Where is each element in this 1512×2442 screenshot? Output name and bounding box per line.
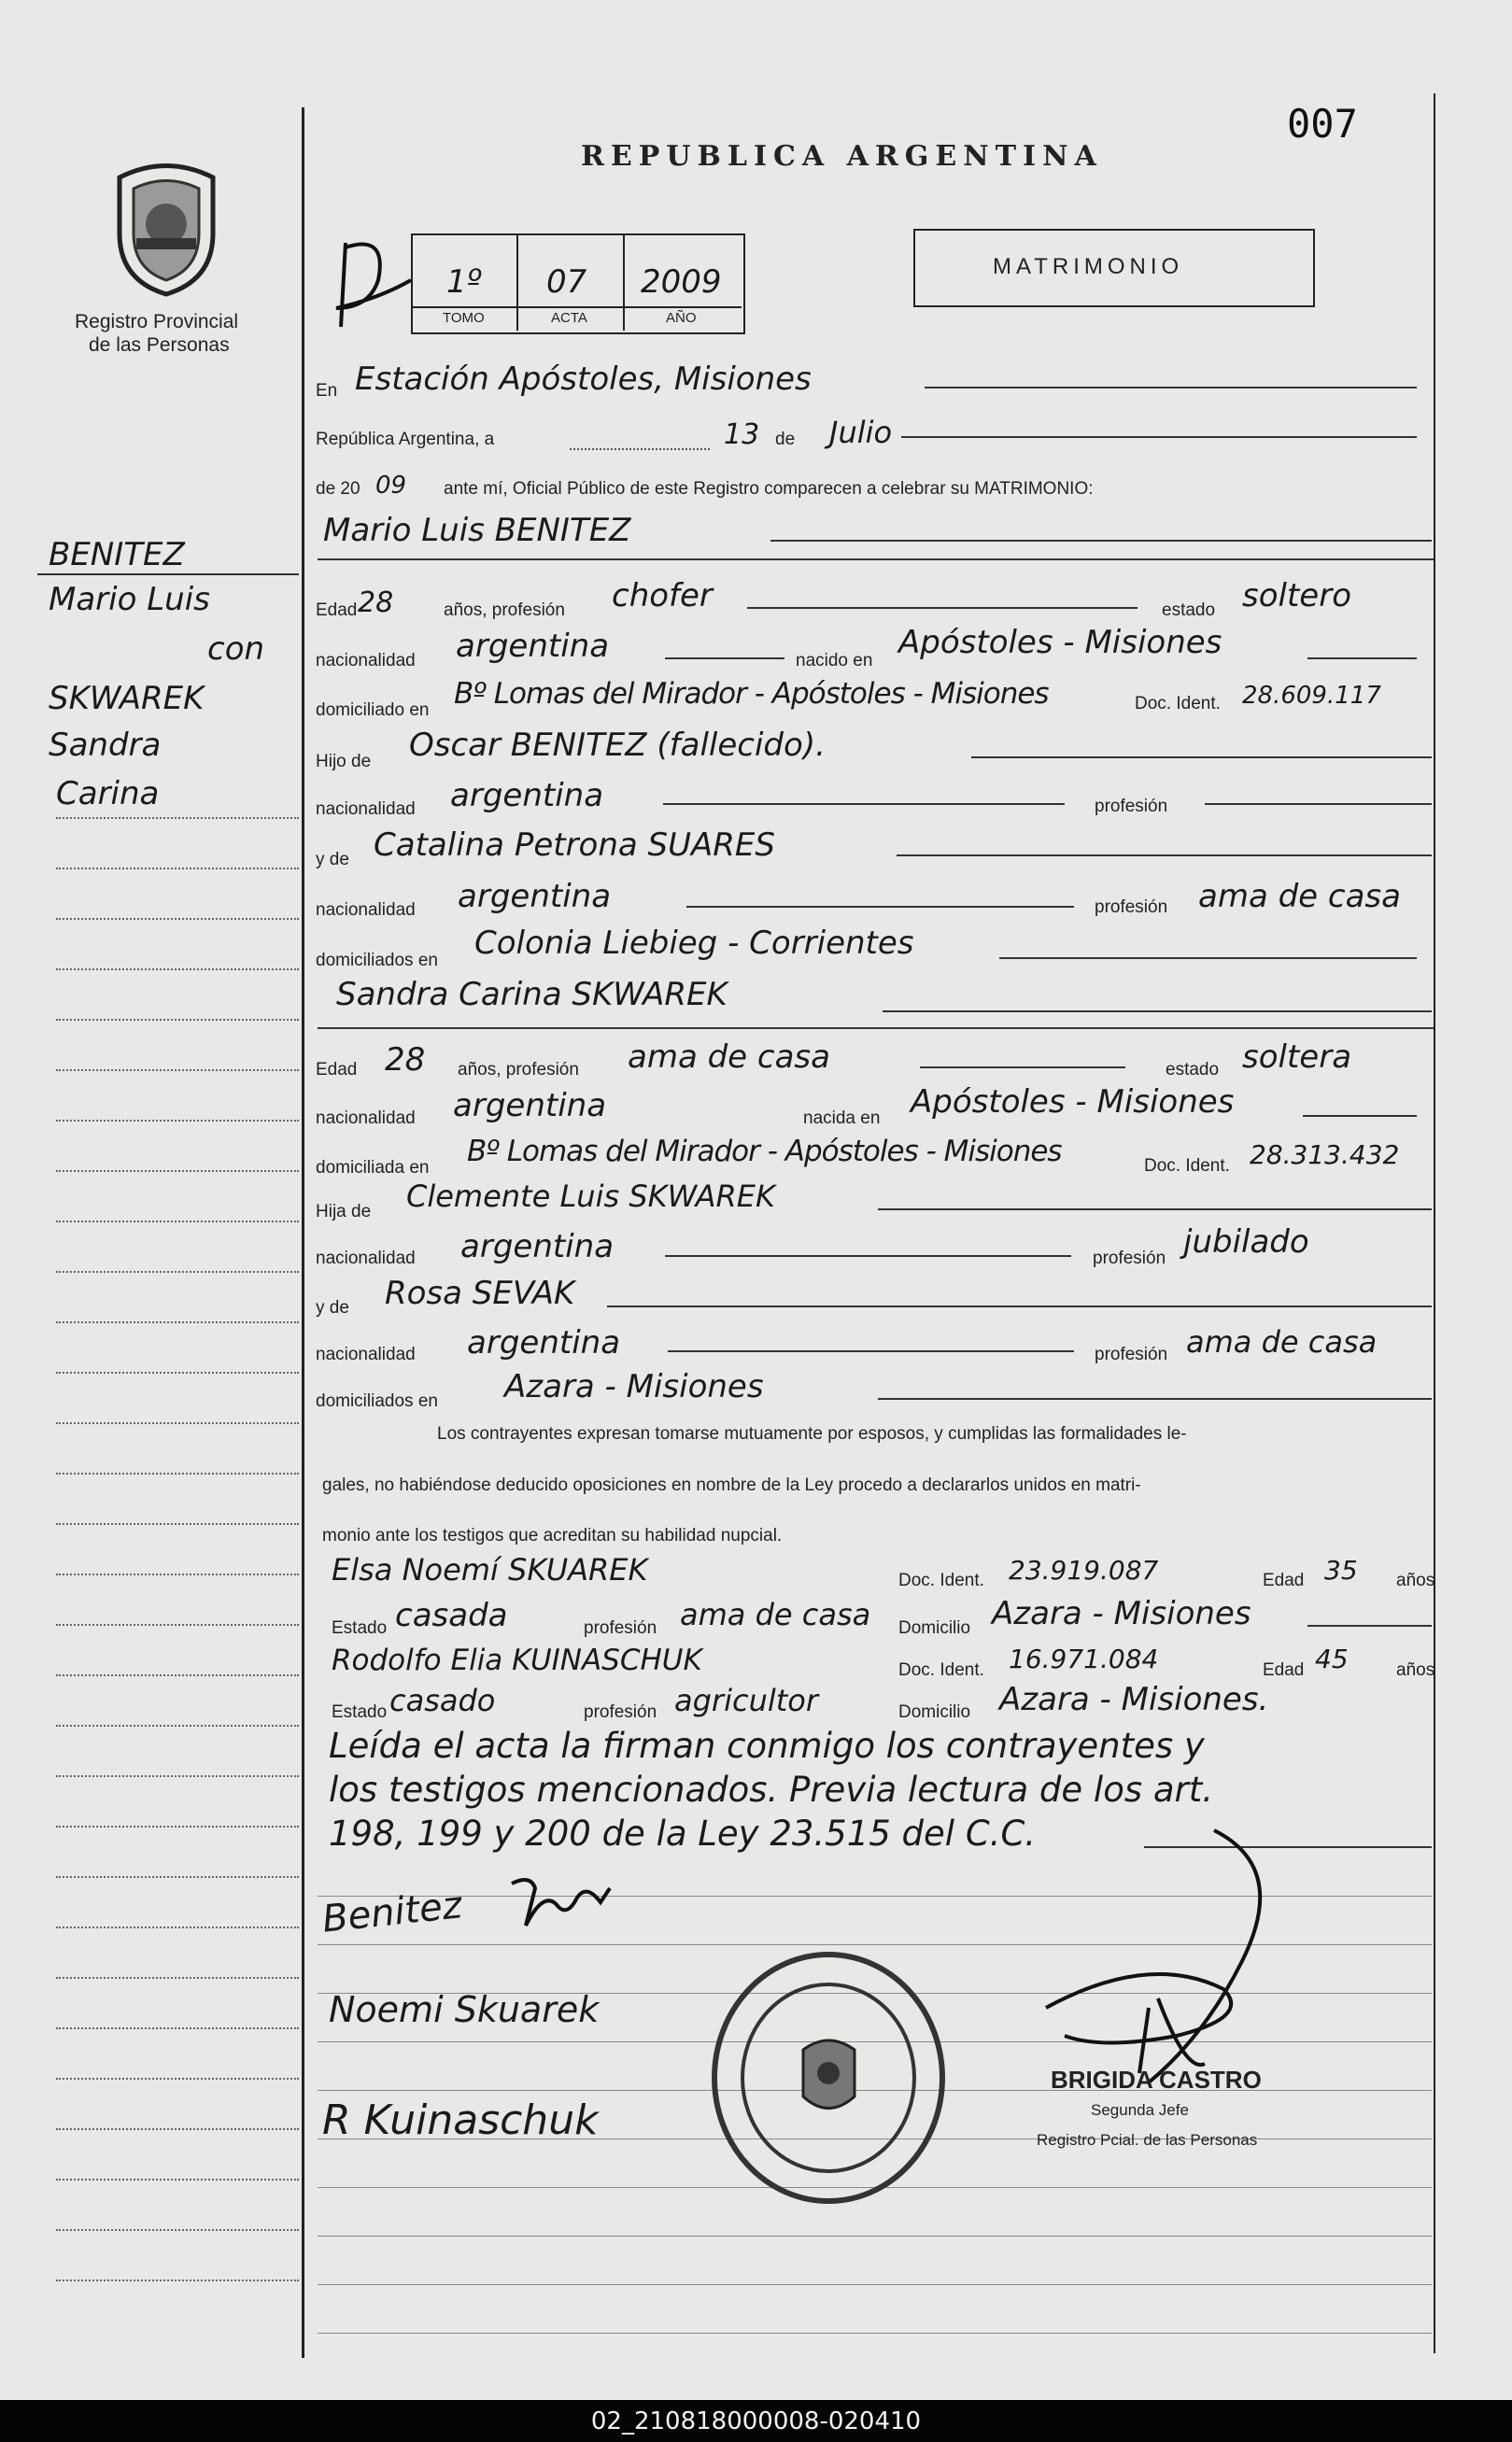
tomo-label: TOMO xyxy=(443,310,485,326)
line xyxy=(920,1066,1125,1068)
witness1-domicilio-label: Domicilio xyxy=(898,1618,971,1638)
official-seal-stamp xyxy=(705,1947,953,2209)
provincial-seal-icon xyxy=(101,159,232,299)
registry-name-line2: de las Personas xyxy=(89,334,230,356)
line xyxy=(1205,803,1432,805)
margin-rule xyxy=(56,1372,299,1374)
line xyxy=(663,803,1065,805)
acta-label: ACTA xyxy=(551,310,587,326)
bride-signature xyxy=(493,1870,624,1944)
bride-father-prof-label: profesión xyxy=(1093,1249,1166,1268)
groom-status: soltero xyxy=(1242,577,1351,614)
groom-age-label: Edad xyxy=(316,600,358,620)
witness2-prof-label: profesión xyxy=(584,1702,657,1722)
record-box-divider xyxy=(516,233,518,331)
bride-doc-label: Doc. Ident. xyxy=(1144,1156,1230,1176)
margin-rule xyxy=(56,2128,299,2130)
witness1-age-label: Edad xyxy=(1263,1571,1305,1590)
margin-rule xyxy=(56,1170,299,1172)
witness1-profession: ama de casa xyxy=(680,1597,871,1632)
left-column-border xyxy=(302,107,304,2358)
bride-parents-addr-label: domiciliados en xyxy=(316,1391,438,1411)
groom-mother-profession: ama de casa xyxy=(1198,878,1401,915)
day: 13 xyxy=(724,418,760,451)
year-prefix: de 20 xyxy=(316,479,360,499)
witness2-anos-label: años xyxy=(1396,1660,1435,1680)
act-type: MATRIMONIO xyxy=(993,254,1184,279)
witness1-doc-label: Doc. Ident. xyxy=(898,1571,984,1590)
margin-rule xyxy=(56,817,299,819)
de-label: de xyxy=(775,430,796,449)
margin-rule xyxy=(56,1624,299,1626)
groom-nat-label: nacionalidad xyxy=(316,651,416,670)
bride-status-label: estado xyxy=(1166,1060,1220,1080)
groom-mother-label: y de xyxy=(316,850,349,869)
line xyxy=(999,957,1417,959)
bride-father-nationality: argentina xyxy=(460,1228,615,1265)
acta-value: 07 xyxy=(546,263,587,301)
line xyxy=(1303,1115,1417,1117)
margin-rule xyxy=(56,1523,299,1525)
bride-mother-prof-label: profesión xyxy=(1095,1345,1168,1364)
line xyxy=(570,448,710,450)
bride-mother: Rosa SEVAK xyxy=(385,1275,575,1312)
groom-father-label: Hijo de xyxy=(316,752,372,771)
bride-father: Clemente Luis SKWAREK xyxy=(406,1179,775,1214)
en-label: En xyxy=(316,381,338,401)
groom-father: Oscar BENITEZ (fallecido). xyxy=(409,727,826,764)
groom-doc-label: Doc. Ident. xyxy=(1135,694,1221,713)
bride-addr-label: domiciliada en xyxy=(316,1158,430,1178)
tomo-value: 1º xyxy=(446,263,482,301)
margin-rule xyxy=(56,1927,299,1928)
witness1-anos-label: años xyxy=(1396,1571,1435,1590)
groom-mother: Catalina Petrona SUARES xyxy=(374,826,775,864)
margin-given: Mario Luis xyxy=(49,581,210,618)
bride-father-label: Hija de xyxy=(316,1202,372,1221)
signature-rule xyxy=(318,2333,1432,2334)
margin-rule xyxy=(56,2280,299,2281)
margin-rule xyxy=(56,1775,299,1777)
bride-status: soltera xyxy=(1242,1038,1352,1076)
official-name: BRIGIDA CASTRO xyxy=(1051,2066,1262,2094)
place: Estación Apóstoles, Misiones xyxy=(355,360,812,398)
margin-rule xyxy=(56,1321,299,1323)
declaration-line1: Los contrayentes expresan tomarse mutuamente por esposos, y cumplidas las formalidades le- xyxy=(437,1424,1187,1444)
witness2-status: casado xyxy=(389,1683,496,1718)
margin-surname2: SKWAREK xyxy=(49,680,205,717)
margin-given3: Carina xyxy=(56,775,160,812)
margin-rule xyxy=(56,1221,299,1222)
bride-nat-label: nacionalidad xyxy=(316,1108,416,1128)
line xyxy=(925,387,1417,388)
bride-born-label: nacida en xyxy=(803,1108,881,1128)
anio-label: AÑO xyxy=(666,310,697,326)
line xyxy=(607,1306,1432,1307)
line xyxy=(878,1398,1432,1400)
bride-doc: 28.313.432 xyxy=(1250,1139,1400,1170)
line xyxy=(668,1350,1074,1352)
groom-birthplace: Apóstoles - Misiones xyxy=(898,624,1222,661)
margin-rule xyxy=(56,1574,299,1575)
margin-rule xyxy=(56,1019,299,1021)
margin-rule xyxy=(56,1826,299,1828)
groom-status-label: estado xyxy=(1162,600,1216,620)
groom-parents-address: Colonia Liebieg - Corrientes xyxy=(474,925,914,962)
bride-age: 28 xyxy=(385,1041,426,1079)
margin-rule xyxy=(37,573,299,575)
bride-mother-nat-label: nacionalidad xyxy=(316,1345,416,1364)
margin-given2: Sandra xyxy=(49,727,162,764)
groom-mother-prof-label: profesión xyxy=(1095,897,1168,917)
margin-rule xyxy=(56,1473,299,1475)
line xyxy=(1307,657,1417,659)
margin-surname: BENITEZ xyxy=(49,536,185,573)
groom-born-label: nacido en xyxy=(796,651,873,670)
groom-name: Mario Luis BENITEZ xyxy=(323,512,631,549)
registrar-initials-signature xyxy=(322,224,425,346)
witness1-name: Elsa Noemí SKUAREK xyxy=(332,1552,648,1588)
groom-address: Bº Lomas del Mirador - Apóstoles - Misiones xyxy=(454,677,1049,711)
margin-rule xyxy=(56,1977,299,1979)
bride-father-nat-label: nacionalidad xyxy=(316,1249,416,1268)
witness2-address: Azara - Misiones. xyxy=(999,1681,1269,1718)
ante-text: ante mí, Oficial Público de este Registro comparecen a celebrar su MATRIMONIO: xyxy=(444,479,1094,499)
right-border xyxy=(1434,93,1435,2353)
record-box-divider xyxy=(623,233,625,331)
margin-rule xyxy=(56,1422,299,1424)
margin-rule xyxy=(56,1876,299,1878)
margin-rule xyxy=(56,1271,299,1273)
groom-age: 28 xyxy=(358,586,394,619)
official-title: Segunda Jefe xyxy=(1091,2101,1189,2119)
month: Julio xyxy=(829,415,893,450)
line xyxy=(665,657,784,659)
witness2-age-label: Edad xyxy=(1263,1660,1305,1680)
margin-rule xyxy=(56,2078,299,2080)
groom-parents-addr-label: domiciliados en xyxy=(316,951,438,970)
line xyxy=(878,1208,1432,1210)
bride-parents-address: Azara - Misiones xyxy=(504,1368,764,1405)
closing-line1: Leída el acta la firman conmigo los contrayentes y xyxy=(329,1726,1205,1766)
closing-line2: los testigos mencionados. Previa lectura de los art. xyxy=(329,1770,1214,1810)
witness2-domicilio-label: Domicilio xyxy=(898,1702,971,1722)
witness2-status-label: Estado xyxy=(332,1702,388,1722)
groom-mother-nat-label: nacionalidad xyxy=(316,900,416,920)
groom-profession: chofer xyxy=(612,577,713,614)
line xyxy=(883,1010,1432,1012)
witness2-age: 45 xyxy=(1315,1644,1349,1674)
bride-prof-label: años, profesión xyxy=(458,1060,579,1080)
footer-code: 02_210818000008-020410 xyxy=(590,2407,922,2435)
margin-rule xyxy=(56,1674,299,1676)
witness1-age: 35 xyxy=(1324,1555,1358,1586)
witness1-signature: Noemi Skuarek xyxy=(329,1989,600,2030)
witness2-signature: R Kuinaschuk xyxy=(322,2096,599,2144)
year-suffix: 09 xyxy=(375,472,407,500)
margin-rule xyxy=(56,2179,299,2181)
witness1-doc: 23.919.087 xyxy=(1009,1555,1159,1586)
margin-rule xyxy=(56,918,299,920)
bride-mother-profession: ama de casa xyxy=(1186,1324,1378,1360)
bride-father-profession: jubilado xyxy=(1183,1223,1309,1261)
bride-mother-label: y de xyxy=(316,1298,349,1318)
bride-name: Sandra Carina SKWAREK xyxy=(336,976,728,1013)
bride-address: Bº Lomas del Mirador - Apóstoles - Misiones xyxy=(467,1135,1062,1168)
bride-birthplace: Apóstoles - Misiones xyxy=(911,1083,1235,1121)
margin-rule xyxy=(56,968,299,970)
line xyxy=(318,1027,1434,1029)
witness2-profession: agricultor xyxy=(674,1683,819,1718)
groom-father-nationality: argentina xyxy=(450,777,604,814)
line xyxy=(665,1255,1071,1257)
closing-line3: 198, 199 y 200 de la Ley 23.515 del C.C. xyxy=(329,1814,1037,1854)
groom-father-prof-label: profesión xyxy=(1095,797,1168,816)
bride-age-label: Edad xyxy=(316,1060,358,1080)
margin-rule xyxy=(56,1725,299,1727)
margin-rule xyxy=(56,2229,299,2231)
witness2-name: Rodolfo Elia KUINASCHUK xyxy=(332,1644,702,1677)
line xyxy=(747,607,1138,609)
declaration-line2: gales, no habiéndose deducido oposiciones en nombre de la Ley procedo a declararlos unidos en matri- xyxy=(322,1475,1141,1495)
republica-label: República Argentina, a xyxy=(316,430,495,449)
signature-rule xyxy=(318,2284,1432,2285)
line xyxy=(971,756,1432,758)
line xyxy=(686,906,1074,908)
witness1-status-label: Estado xyxy=(332,1618,388,1638)
groom-signature: Benitez xyxy=(320,1884,464,1941)
margin-rule xyxy=(56,868,299,869)
margin-con: con xyxy=(207,630,265,668)
line xyxy=(770,540,1432,542)
line xyxy=(318,558,1434,560)
bride-mother-nationality: argentina xyxy=(467,1324,621,1362)
line xyxy=(901,436,1417,438)
margin-rule xyxy=(56,2027,299,2029)
signature-rule xyxy=(318,2236,1432,2237)
bride-profession: ama de casa xyxy=(628,1038,830,1076)
groom-mother-nationality: argentina xyxy=(458,878,612,915)
groom-addr-label: domiciliado en xyxy=(316,700,430,720)
witness2-doc: 16.971.084 xyxy=(1009,1644,1159,1674)
groom-prof-label: años, profesión xyxy=(444,600,565,620)
record-box-labelrule xyxy=(411,306,742,308)
line xyxy=(897,854,1432,856)
witness1-status: casada xyxy=(395,1597,508,1634)
anio-value: 2009 xyxy=(641,263,722,301)
margin-rule xyxy=(56,1120,299,1122)
witness2-doc-label: Doc. Ident. xyxy=(898,1660,984,1680)
groom-nationality: argentina xyxy=(456,628,610,665)
declaration-line3: monio ante los testigos que acreditan su habilidad nupcial. xyxy=(322,1526,783,1546)
groom-doc: 28.609.117 xyxy=(1242,682,1381,710)
witness1-address: Azara - Misiones xyxy=(992,1595,1251,1632)
groom-father-nat-label: nacionalidad xyxy=(316,799,416,819)
page-number: 007 xyxy=(1287,101,1358,147)
official-office: Registro Pcial. de las Personas xyxy=(1037,2131,1258,2149)
country-title: REPUBLICA ARGENTINA xyxy=(581,140,1103,173)
registry-name-line1: Registro Provincial xyxy=(75,311,239,332)
bride-nationality: argentina xyxy=(453,1087,607,1124)
margin-rule xyxy=(56,1069,299,1071)
line xyxy=(1307,1625,1432,1627)
witness1-prof-label: profesión xyxy=(584,1618,657,1638)
